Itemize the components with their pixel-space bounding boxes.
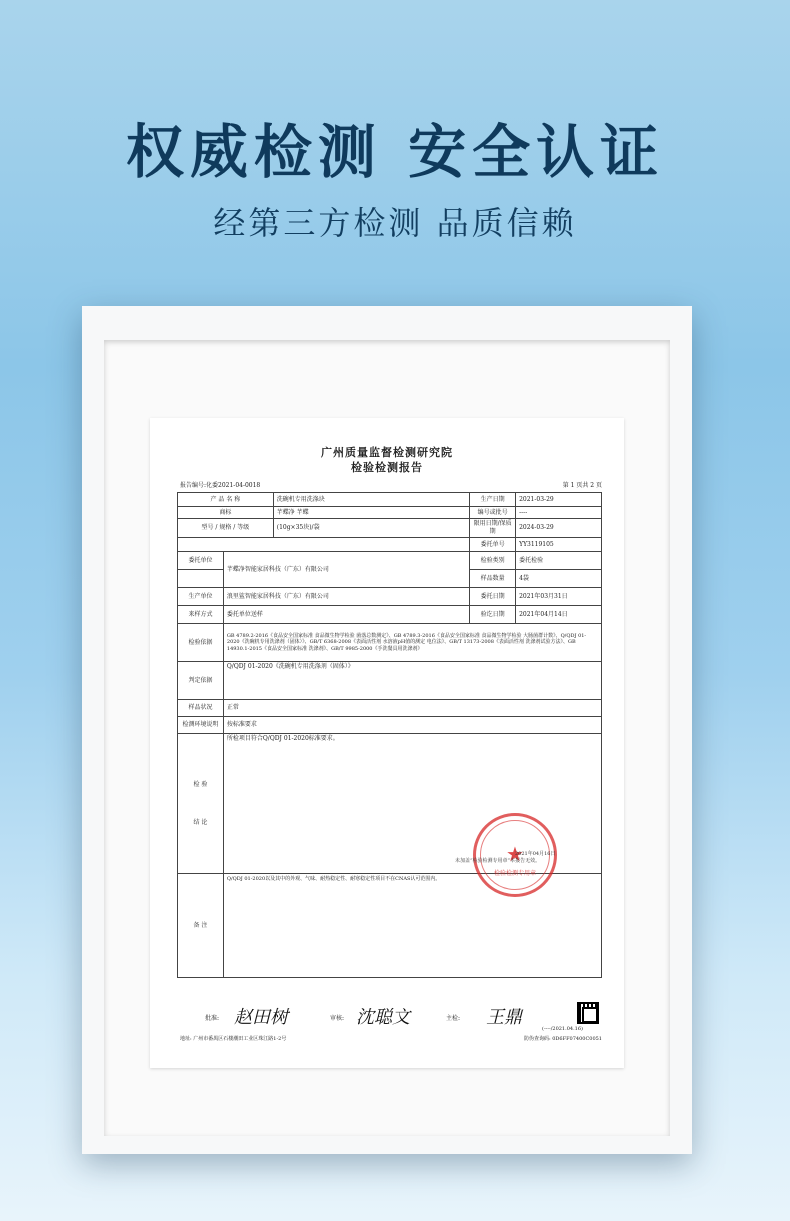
product-name-value: 洗碗机专用洗涤块 <box>273 493 469 507</box>
judge-label: 判定依据 <box>178 662 224 700</box>
order-no-value: YY3119105 <box>516 538 602 552</box>
subline: 经第三方检测 品质信赖 <box>213 204 577 242</box>
sample-state-label: 样品状况 <box>178 700 224 717</box>
approve-signature: 赵田树 <box>234 1007 288 1028</box>
maker-label: 生产单位 <box>178 588 224 606</box>
seal-note <box>455 850 605 864</box>
order-date-label: 委托日期 <box>470 588 516 606</box>
headline: 权威检测 安全认证 <box>125 118 665 186</box>
check-signature: 王鼎 <box>486 1007 522 1028</box>
sample-state-value: 正常 <box>223 700 601 717</box>
anti-fake-code: 防伪查询码: 0D6FF07400C0051 <box>523 1036 602 1042</box>
conclusion-label-line1: 检 验 <box>193 780 208 788</box>
judge-value: Q/QDJ 01-2020《洗碗机专用洗涤剂（固体）》 <box>223 662 601 700</box>
prod-date-value: 2021-03-29 <box>516 493 602 507</box>
prod-date-label: 生产日期 <box>470 493 516 507</box>
finish-date-value: 2021年04月14日 <box>516 606 602 624</box>
report-doc-title: 检验检测报告 <box>351 461 423 474</box>
report-table <box>177 492 602 978</box>
env-label: 检测环境说明 <box>178 717 224 734</box>
trademark-value: 芊蝶净 芊蝶 <box>273 507 469 519</box>
finish-date-label: 验讫日期 <box>470 606 516 624</box>
address: 地址: 广州市番禺区石楼潮田工业区珠江路1-2号 <box>180 1036 287 1042</box>
report-org-title: 广州质量监督检测研究院 <box>321 446 453 459</box>
batch-value: ---- <box>516 507 602 519</box>
basis-label: 检验依据 <box>178 624 224 662</box>
seal-date: 2021年04月16日 <box>515 851 556 857</box>
sampling-label: 来样方式 <box>178 606 224 624</box>
maker-value: 浪里鲨智能家居科技（广东）有限公司 <box>223 588 469 606</box>
client-value: 芊蝶净智能家居科技（广东）有限公司 <box>223 552 469 588</box>
remarks-label: 备 注 <box>178 874 224 978</box>
expiry-label: 限用日期/保质期 <box>470 519 516 538</box>
page-info: 第 1 页共 2 页 <box>562 482 602 489</box>
sample-qty-value: 4袋 <box>516 570 602 588</box>
client-label: 委托单位 <box>178 552 224 570</box>
expiry-value: 2024-03-29 <box>516 519 602 538</box>
sample-qty-label: 样品数量 <box>470 570 516 588</box>
review-label: 审核: <box>330 1015 345 1022</box>
env-value: 按标准要求 <box>223 717 601 734</box>
test-type-label: 检验类别 <box>470 552 516 570</box>
review-signature: 沈聪文 <box>356 1007 410 1028</box>
trademark-label: 商标 <box>178 507 274 519</box>
batch-label: 编号或批号 <box>470 507 516 519</box>
seal-star-icon: ★ <box>506 842 524 866</box>
conclusion-value: 所检项目符合Q/QDJ 01-2020标准要求。 <box>223 734 601 874</box>
model-value: (10g×35块)/袋 <box>273 519 469 538</box>
remarks-value: Q/QDJ 01-2020以及其中的外观、气味、耐热稳定性、耐寒稳定性项目不在CNAS认可范围内。 <box>223 874 601 978</box>
qr-code-icon <box>577 1002 599 1024</box>
issue-date: (----/2021.04.16) <box>542 1026 583 1032</box>
order-no-label: 委托单号 <box>470 538 516 552</box>
conclusion-label-line2: 结 论 <box>193 818 208 826</box>
product-name-label: 产 品 名 称 <box>178 493 274 507</box>
basis-value: GB 4789.2-2016《食品安全国家标准 食品微生物学检验 菌落总数测定》、GB 4789.3-2016《食品安全国家标准 食品微生物学检验 大肠菌群计数》、Q/QDJ 01-2020《洗碗机专用洗涤剂（固体）》、GB/T 6368-2008《表面活性剂 水溶液pH值的测定 电位法》、GB/T 13173-2008《表面活性剂 洗涤剂试验方法》、GB 14930.1-2015《食品安全国家标准 洗涤剂》、GB/T 9985-2000《手洗餐具用洗涤剂》 <box>223 624 601 662</box>
sampling-value: 委托单位送样 <box>223 606 469 624</box>
order-date-value: 2021年03月31日 <box>516 588 602 606</box>
seal-text: 检验检测专用章 <box>493 870 536 877</box>
test-type-value: 委托检验 <box>516 552 602 570</box>
conclusion-label <box>178 734 224 874</box>
approve-label: 批准: <box>205 1015 220 1022</box>
test-report <box>150 418 624 1068</box>
check-label: 主检: <box>446 1015 461 1022</box>
report-number: 报告编号:化委2021-04-0018 <box>180 482 261 489</box>
model-label: 型号 / 规格 / 等级 <box>178 519 274 538</box>
seal-warning: 未加盖“检验检测专用章”本报告无效。 <box>455 858 541 864</box>
